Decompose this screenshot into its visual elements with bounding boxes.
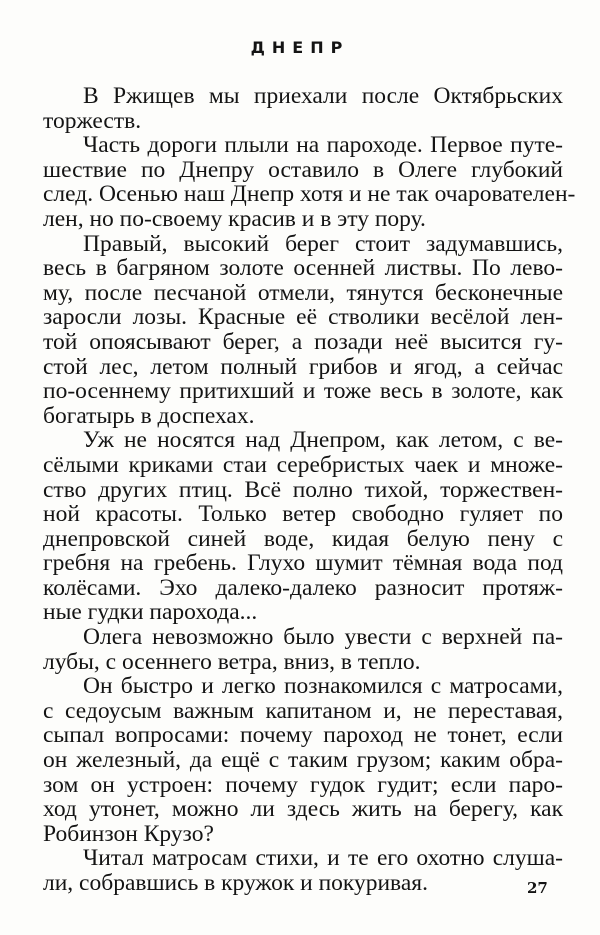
text-line: лубы, с осеннего ветра, вниз, в тепло. [43, 648, 421, 675]
text-line: днепровской синей воде, кидая белую пену с [43, 525, 563, 552]
text-line: он железный, да ещё с таким грузом; каким обра- [43, 747, 563, 774]
text-line: заросли лозы. Красные её стволики весёлой лен- [43, 304, 563, 331]
text-line: му, после песчаной отмели, тянутся бесконечные [43, 279, 563, 306]
text-line: богатырь в доспехах. [43, 402, 255, 429]
text-line: гребня на гребень. Глухо шумит тёмная вода под [43, 550, 563, 577]
text-line: торжеств. [43, 107, 142, 134]
paragraph [43, 232, 563, 429]
paragraph [43, 846, 563, 895]
text-line: стой лес, летом полный грибов и ягод, а сейчас [43, 353, 563, 380]
text-line: колёсами. Эхо далеко-далеко разносит протяж- [43, 574, 563, 601]
text-line: той опоясывают берег, а позади неё высится гу- [43, 328, 563, 355]
text-line: весь в багряном золоте осенней листвы. По лево- [43, 255, 563, 282]
text-line: ной красоты. Только ветер свободно гуляет по [43, 501, 563, 528]
text-line: ные гудки парохода... [43, 599, 258, 626]
text-line: Часть дороги плыли на пароходе. Первое путе- [83, 132, 563, 159]
text-line: ство других птиц. Всё полно тихой, торжествен- [43, 476, 563, 503]
text-line: сёлыми криками стаи серебристых чаек и множе- [43, 451, 563, 478]
text-line: сыпал вопросами: почему пароход не тонет, если [43, 722, 563, 749]
page-number: 27 [527, 879, 548, 897]
text-line: зом он устроен: почему гудок гудит; если паро- [43, 771, 563, 798]
paragraph [43, 674, 563, 846]
text-line: Правый, высокий берег стоит задумавшись, [83, 230, 563, 257]
paragraph [43, 428, 563, 625]
text-line: Олега невозможно было увести с верхней па- [83, 624, 563, 651]
text-line: ход утонет, можно ли здесь жить на берегу, как [43, 796, 563, 823]
body-text [43, 83, 576, 896]
paragraph [43, 625, 563, 674]
text-line: шествие по Днепру оставило в Олеге глубокий [43, 156, 563, 183]
paragraph [43, 132, 576, 232]
page-title: ДНЕПР [250, 38, 350, 57]
text-line: Робинзон Крузо? [43, 820, 214, 847]
text-line: Он быстро и легко познакомился с матросами, [83, 673, 563, 700]
text-line: ли, собравшись в кружок и покуривая. [43, 870, 428, 896]
text-line: лен, но по-своему красив и в эту пору. [43, 205, 426, 232]
text-line: с седоусым важным капитаном и, не переставая, [43, 697, 563, 724]
text-line: Читал матросам стихи, и те его охотно слуша- [83, 845, 563, 872]
text-line: Уж не носятся над Днепром, как летом, с ве- [83, 427, 563, 454]
text-line: по-осеннему притихший и тоже весь в золоте, как [43, 378, 563, 405]
text-line: В Ржищев мы приехали после Октябрьских [83, 83, 563, 109]
paragraph [43, 84, 563, 133]
text-line: след. Осенью наш Днепр хотя и не так очарователен- [43, 181, 576, 208]
